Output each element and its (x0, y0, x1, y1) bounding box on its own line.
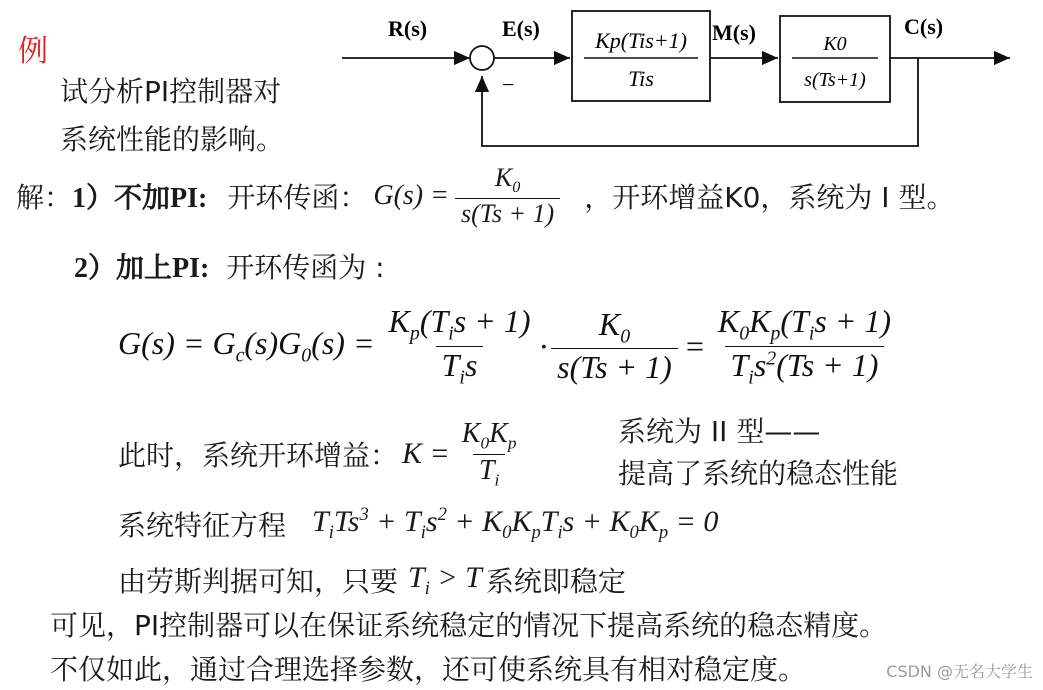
label-R: R(s) (388, 16, 428, 41)
example-label: 例 (18, 34, 48, 69)
routh-criterion-line: 由劳斯判据可知，只要 $T_i > T$ 系统即稳定 (118, 560, 626, 599)
summing-junction (470, 46, 494, 70)
label-minus: − (502, 72, 515, 97)
characteristic-equation: 系统特征方程 $T_iTs^3 + T_is^2 + K_0K_pT_is + K_0K_p = 0$ (118, 504, 719, 543)
pi-denominator: Tis (628, 66, 654, 91)
problem-line-1: 试分析PI控制器对 (60, 75, 282, 108)
problem-line-2: 系统性能的影响。 (60, 123, 285, 156)
block-diagram (330, 6, 1030, 156)
gain-line: 此时，系统开环增益： K = $\frac{K_0K_p}{T_i}$ (118, 417, 517, 490)
plant-numerator: K0 (823, 33, 847, 55)
label-C: C(s) (904, 14, 944, 39)
conclusion-1: 可见，PI控制器可以在保证系统稳定的情况下提高系统的稳态精度。 (50, 609, 888, 642)
label-E: E(s) (502, 16, 540, 41)
label-M: M(s) (712, 20, 756, 45)
conclusion-2: 不仅如此，通过合理选择参数，还可使系统具有相对稳定度。 (50, 653, 807, 686)
solution-step-1: 解： 1）不加PI: 开环传函： G(s) = $\frac{K_0}{s(Ts + 1)}$ ，开环增益K0，系统为 I 型。 (16, 163, 955, 228)
solution-step-2: 2）加上PI: 开环传函为 : (74, 251, 385, 284)
open-loop-equation: $G(s) = G_c(s)G_0(s)$ = $\frac{K_p(T_is + 1)}{T_is}$ · $\frac{K_0}{s(Ts + 1)}$ = $\frac{K_0K_p(T_is + 1)}{T_is^2(Ts + 1)}$ (118, 303, 892, 388)
plant-denominator: s(Ts+1) (804, 69, 866, 91)
type2-line-2: 提高了系统的稳态性能 (618, 457, 899, 490)
csdn-watermark: CSDN @无名大学生 (886, 662, 1033, 681)
type2-line-1: 系统为 II 型—— (618, 415, 821, 448)
pi-numerator: Kp(Tis+1) (595, 28, 687, 53)
